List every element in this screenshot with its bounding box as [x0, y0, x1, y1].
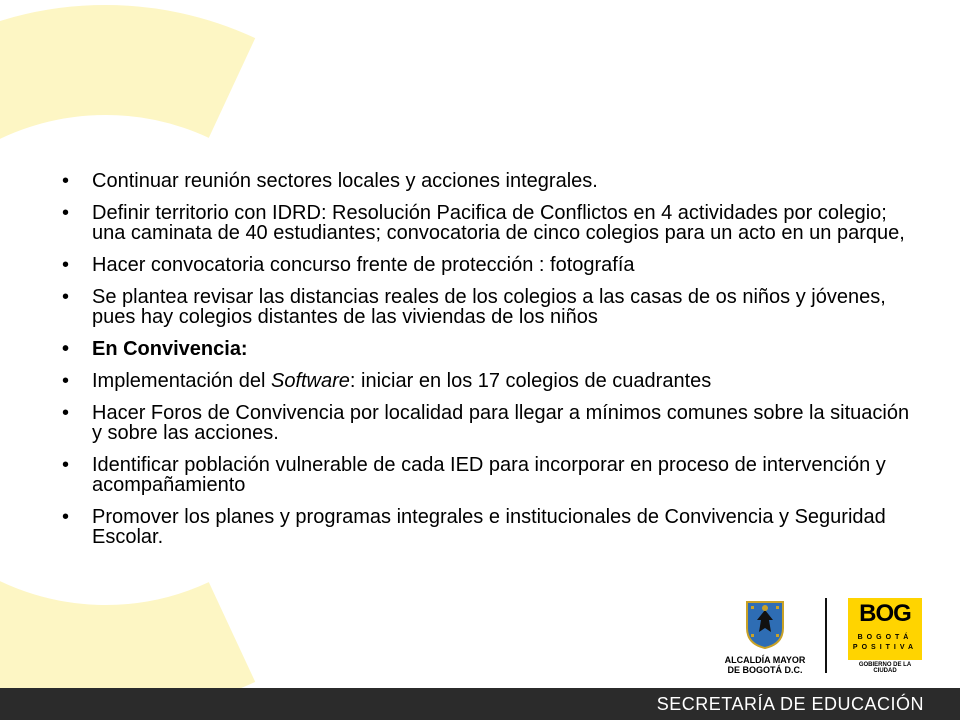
alcaldia-name-line1: ALCALDÍA MAYOR [724, 655, 806, 665]
list-item: • Implementación del Software: iniciar en los 17 colegios de cuadrantes [62, 371, 912, 391]
logo-divider [825, 598, 827, 673]
list-item: • Hacer Foros de Convivencia por localidad para llegar a mínimos comunes sobre la situación y sobre las acciones. [62, 403, 912, 443]
alcaldia-name-line2: DE BOGOTÁ D.C. [727, 665, 803, 675]
list-item: • Identificar población vulnerable de cada IED para incorporar en proceso de intervención y acompañamiento [62, 455, 912, 495]
list-item: • Definir territorio con IDRD: Resolución Pacifica de Conflictos en 4 actividades por colegio; una caminata de 40 estudiantes; convocatoria de cinco colegios para un acto en un parque, [62, 203, 912, 243]
bog-government-label: GOBIERNO DE LA CIUDAD [858, 662, 912, 674]
bullet-list [62, 171, 912, 547]
list-item: • Hacer convocatoria concurso frente de protección : fotografía [62, 255, 912, 275]
coat-of-arms-icon [743, 598, 787, 650]
list-item: • Promover los planes y programas integrales e institucionales de Convivencia y Seguridad Escolar. [62, 507, 912, 547]
list-item: • Se plantea revisar las distancias reales de los colegios a las casas de os niños y jóvenes, pues hay colegios distantes de las viviendas de los niños [62, 287, 912, 327]
alcaldia-logo [710, 598, 820, 675]
bullet-content [62, 171, 912, 559]
bogota-positiva-logo [848, 598, 922, 674]
list-item: • Continuar reunión sectores locales y acciones integrales. [62, 171, 912, 191]
footer-bar [0, 688, 960, 720]
bog-sub2: POSITIVA [852, 644, 918, 651]
bog-wordmark: BOG [859, 600, 911, 627]
footer-title: SECRETARÍA DE EDUCACIÓN [656, 694, 924, 714]
bog-logo-box [848, 598, 922, 660]
bog-sub1: BOGOTÁ [857, 634, 913, 641]
list-item-heading: • En Convivencia: [62, 339, 912, 359]
